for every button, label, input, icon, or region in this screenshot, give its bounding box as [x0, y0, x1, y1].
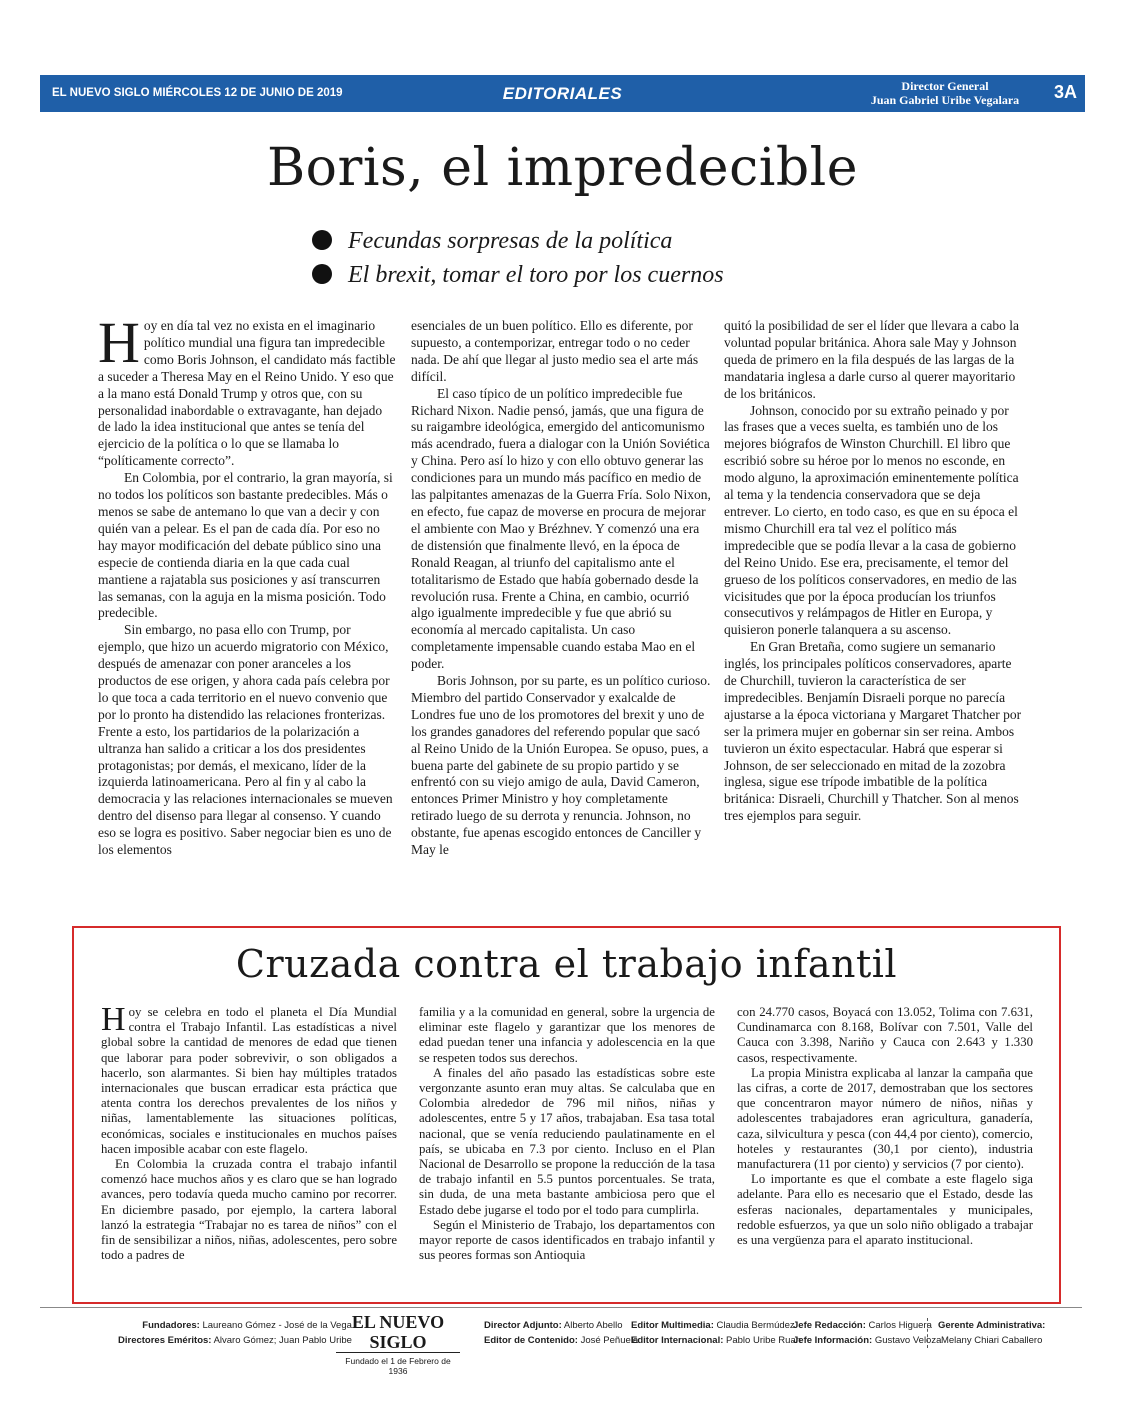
- editorial-2-column-3: [737, 1005, 1033, 1263]
- drop-cap: H: [98, 310, 140, 375]
- editorial-1-column-2: [411, 318, 711, 859]
- footer-manager: Gerente Administrativa: Melany Chiari Caballero: [938, 1320, 1046, 1346]
- bullet-text: El brexit, tomar el toro por los cuernos: [348, 262, 724, 288]
- footer-rule: [40, 1307, 1082, 1308]
- paragraph: Hoy se celebra en todo el planeta el Día Mundial contra el Trabajo Infantil. Las estadísticas a nivel global sobre la cantidad de menores de edad que tienen que laborar para poder sobrevivir, o son obligados a hacerlo, son alarmantes. Si bien hay múltiples tratados internacionales que buscan erradicar esta práctica que atenta contra los derechos prevalentes de los niños y niñas, lamentablemente las situaciones políticas, económicas, sociales e institucionales en muchos países hacen imposible acabar con este flagelo.: [101, 1001, 397, 1156]
- paragraph: Johnson, conocido por su extraño peinado y por las frases que a veces suelta, es también uno de los mejores biógrafos de Winston Churchill. El libro que escribió sobre su héroe por lo menos no esconde, en modo alguno, la aproximación eminentemente política al tema y la tendencia conservadora que se deja entrever. Lo cierto, en todo caso, es que en su época el mismo Churchill era tal vez el político más impredecible que se podía llevar a la casa de gobierno del Reino Unido. Ese era, precisamente, el temor del grueso de los políticos conservadores, en medio de las vicisitudes que por la época producían los triunfos consecutivos y relámpagos de Hitler en Europa, y quisieron ponerle talanquera a su ascenso.: [724, 402, 1019, 638]
- founded-date: Fundado el 1 de Febrero de 1936: [345, 1356, 451, 1376]
- paragraph: En Gran Bretaña, como sugiere un semanario inglés, los principales políticos conservadores, aparte de Churchill, tuvieron la característica de ser impredecibles. Benjamín Disraeli porque no parecía ajustarse a la época victoriana y Margaret Thatcher por ser la primera mujer en gobernar sin ser reina. Ambos tuvieron un éxito espectacular. Habrá que esperar si Johnson, de ser seleccionado en mitad de la zozobra inglesa, sigue ese trípode imbatible de la política británica: Disraeli, Churchill y Thatcher. Son al menos tres ejemplos para seguir.: [724, 639, 1022, 824]
- paragraph: Lo importante es que el combate a este flagelo siga adelante. Para ello es necesario que el Estado, desde las esferas nacionales, departamentales y municipales, redoble esfuerzos, ya que un solo niño obligado a trabajar es una vergüenza para el aparato institucional.: [737, 1172, 1033, 1248]
- section-title: EDITORIALES: [502, 84, 623, 103]
- editorial-1-column-3: [724, 318, 1024, 859]
- paragraph: Hoy en día tal vez no exista en el imaginario político mundial una figura tan impredecible como Boris Johnson, el candidato más factible a suceder a Theresa May en el Reino Unido. Y eso que a la mano está Donald Trump y otros que, con su personalidad inabordable o extravagante, han dejado de lado la idea institucional que antes se tenía del ejercicio de la política o lo que se llamaba lo “políticamente correcto”.: [98, 310, 396, 469]
- director-title: Director General: [901, 79, 989, 93]
- editorial-1-title: Boris, el impredecible: [266, 138, 859, 198]
- footer-founders: Fundadores: Laureano Gómez - José de la Vega Directores Eméritos: Alvaro Gómez; Juan Pablo Uribe: [118, 1320, 352, 1346]
- bullet-dot-icon: [312, 264, 332, 284]
- paragraph: La propia Ministra explicaba al lanzar la campaña que las cifras, a corte de 2017, demostraban que los sectores que concentraron mayor número de niños, niñas y adolescentes trabajadores eran agricultura, ganadería, caza, silvicultura y pesca (con 44,4 por ciento), comercio, hoteles y restaurantes (30,1 por ciento), industria manufacturera (11 por ciento) y servicios (7 por ciento).: [737, 1065, 1033, 1172]
- footer-editors-3: Jefe Redacción: Carlos Higuera Jefe Información: Gustavo Veloza: [793, 1320, 942, 1346]
- logo-name: EL NUEVO SIGLO: [336, 1312, 460, 1353]
- footer-editors-2: Editor Multimedia: Claudia Bermúdez Editor Internacional: Pablo Uribe Ruan: [631, 1320, 802, 1346]
- editorial-2-box: [72, 926, 1061, 1304]
- paragraph: familia y a la comunidad en general, sobre la urgencia de eliminar este flagelo y garantizar que los menores de edad puedan tener una infancia y adolescencia en la que se respeten todos sus derechos.: [419, 1005, 715, 1065]
- paragraph: esenciales de un buen político. Ello es diferente, por supuesto, a contemporizar, entregar todo o no ceder nada. De ahí que llegar al justo medio sea el arte más difícil.: [411, 318, 699, 384]
- paragraph: Boris Johnson, por su parte, es un político curioso. Miembro del partido Conservador y exalcalde de Londres fue uno de los promotores del brexit y uno de los grandes ganadores del referendo popular que sacó al Reino Unido de la Unión Europea. Se opuso, pues, a buena parte del gabinete de su propio partido y se enfrentó con su viejo amigo de aula, David Cameron, entonces Primer Ministro y hoy completamente retirado luego de su derrota y renuncia. Johnson, no obstante, fue apenas escogido entonces de Canciller y May le: [411, 673, 711, 858]
- page-number: 3A: [1053, 82, 1077, 102]
- masthead-date: EL NUEVO SIGLO MIÉRCOLES 12 DE JUNIO DE 2019: [52, 87, 343, 99]
- paragraph: El caso típico de un político impredecible fue Richard Nixon. Nadie pensó, jamás, que una figura de su raigambre ideológica, emergido del anticomunismo más acendrado, fuera a dialogar con la Unión Soviética y China. Pero así lo hizo y con ello obtuvo generar las condiciones para un mundo más pacífico en medio de las palpitantes amenazas de la Guerra Fría. Solo Nixon, en efecto, fue capaz de moverse en procura de mejorar el ambiente con Mao y Brézhnev. Y comenzó una era de distensión que finalmente llevó, en la época de Ronald Reagan, al triunfo del capitalismo ante el totalitarismo de Estado que había gobernado desde la revolución rusa. Frente a China, en cambio, ocurrió algo igualmente impredecible y fue que abrió su economía al mercado capitalista. Un caso completamente impensable cuando estaba Mao en el poder.: [411, 385, 711, 672]
- editorial-1-bullet-1: [312, 228, 672, 255]
- editorial-1-body: [98, 310, 1024, 859]
- newspaper-logo: [336, 1312, 460, 1376]
- paragraph: Sin embargo, no pasa ello con Trump, por ejemplo, que hizo un acuerdo migratorio con México, después de amenazar con poner aranceles a los productos de ese origen, y ahora cada país celebra por lo que toca a cada territorio en el nuevo convenio que por lo pronto ha distendido las relaciones fronterizas. Frente a esto, los partidarios de la polarización a ultranza han salido a criticar a los dos presidentes protagonistas; por demás, el mexicano, líder de la izquierda latinoamericana. Pero al fin y al cabo la democracia y las relaciones internacionales se mueven dentro del disenso para llegar al consenso. Y cuando eso se logra es positivo. Saber negociar bien es uno de los elementos: [98, 622, 393, 858]
- paragraph: A finales del año pasado las estadísticas sobre este vergonzante asunto eran muy altas. Se calculaba que en Colombia alrededor de 796 mil niños, niñas y adolescentes, entre 5 y 17 años, trabajaban. Esa tasa total nacional, que se venía reduciendo paulatinamente en el país, se ubicaba en 7.3 por ciento. Incluso en el Plan Nacional de Desarrollo se propone la reducción de la tasa de trabajo infantil en 5.5 puntos porcentuales. Se trata, sin duda, de una meta bastante ambiciosa pero que el Estado debe jugarse el todo por el todo para cumplirla.: [419, 1065, 715, 1217]
- editorial-2-title: Cruzada contra el trabajo infantil: [235, 942, 898, 986]
- bullet-text: Fecundas sorpresas de la política: [348, 228, 673, 254]
- footer-editors-1: Director Adjunto: Alberto Abello Editor de Contenido: José Peñuela: [484, 1320, 639, 1346]
- drop-cap: H: [101, 1001, 126, 1038]
- director-name: Juan Gabriel Uribe Vegalara: [870, 93, 1020, 107]
- paragraph: Según el Ministerio de Trabajo, los departamentos con mayor reporte de casos identificados en trabajo infantil y sus peores formas son Antioquia: [419, 1217, 715, 1263]
- paragraph: con 24.770 casos, Boyacá con 13.052, Tolima con 7.631, Cundinamarca con 8.168, Bolívar con 7.501, Valle del Cauca con 3.398, Nariño y Cauca con 2.643 y 1.330 casos, respectivamente.: [737, 1005, 1033, 1065]
- editorial-2-column-1: [101, 1001, 397, 1263]
- bullet-dot-icon: [312, 230, 332, 250]
- editorial-2-body: [101, 1001, 1034, 1263]
- editorial-1-column-1: [98, 310, 398, 859]
- paragraph: En Colombia, por el contrario, la gran mayoría, si no todos los políticos son bastante predecibles. Más o menos se sabe de antemano lo que van a decir y con quién van a pelear. Es el pan de cada día. Por eso no hay mayor modificación del debate público sino una especie de contienda diaria en la que cada cual mantiene a rajatabla sus posiciones y así transcurren las semanas, con la aguja en la misma posición. Todo predecible.: [98, 470, 393, 621]
- paragraph: quitó la posibilidad de ser el líder que llevara a cabo la voluntad popular británica. Ahora sale May y Johnson queda de primero en la fila después de las largas de la mandataria inglesa a darle curso al querer mayoritario de los británicos.: [724, 318, 1020, 401]
- footer-divider: [927, 1318, 928, 1348]
- editorial-1-bullet-2: [312, 262, 724, 289]
- director-block: [830, 79, 1060, 107]
- editorial-2-column-2: [419, 1005, 715, 1263]
- paragraph: En Colombia la cruzada contra el trabajo infantil comenzó hace muchos años y es claro que se han logrado avances, pero todavía queda mucho camino por recorrer. En diciembre pasado, por ejemplo, la cartera laboral lanzó la estrategia “Trabajar no es tarea de niños” con el fin de sensibilizar a niños, niñas, adolescentes, pero sobre todo a padres de: [101, 1157, 397, 1263]
- header-band: [40, 75, 1085, 112]
